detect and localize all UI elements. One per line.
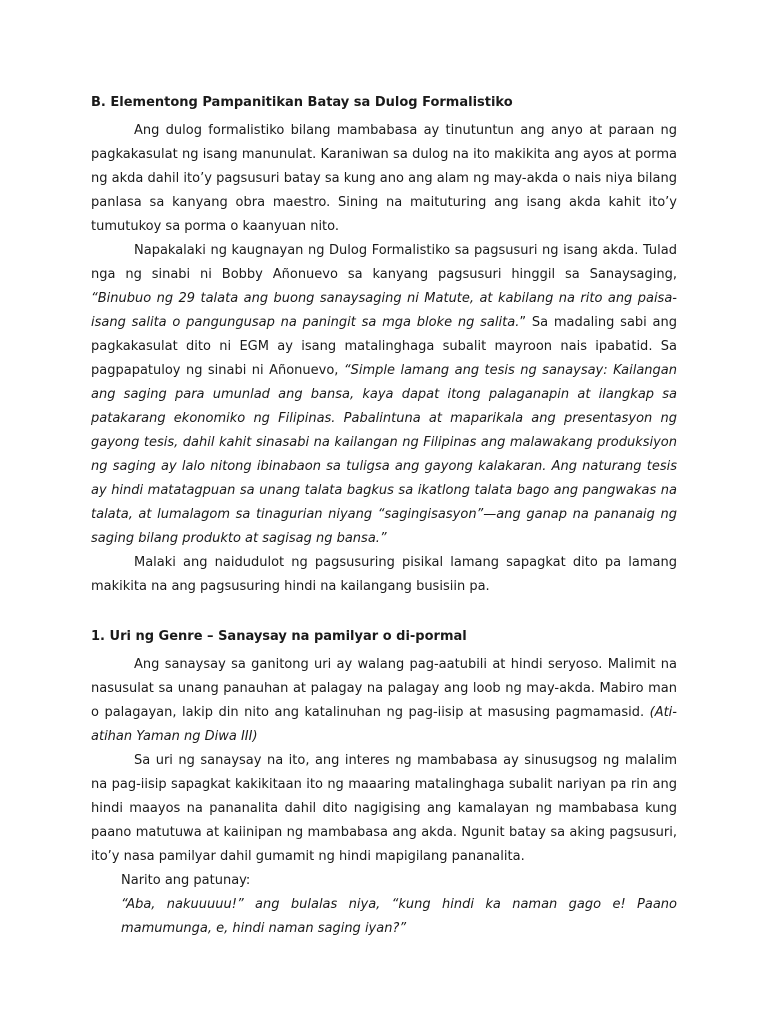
proof-label: Narito ang patunay: (121, 873, 251, 888)
section-b-paragraph-3: Malaki ang naidudulot ng pagsusuring pisikal lamang sapagkat dito pa lamang makikita na ang pagsusuring hindi na kailangang busisiin pa. (91, 555, 677, 594)
section-1-paragraph-1 (91, 653, 677, 749)
quoted-passage: “Simple lamang ang tesis ng sanaysay: Kailangan ang saging para umunlad ang bansa, kaya dapat itong palaganapin at ilangkap sa patakarang ekonomiko ng Filipinas. Pabalintuna at maparikala ang presentasyon ng gayong tesis, dahil kahit sinasabi na kailangan ng Filipinas ang malawakang produksiyon ng saging ay lalo nitong ibinabaon sa tuligsa ang gayong kalakaran. Ang naturang tesis ay hindi matatagpuan sa unang talata bagkus sa ikatlong talata bago ang pangwakas na talata, at lumalagom sa tinagurian niyang “sagingisasyon”—ang ganap na pananaig ng saging bilang produkto at sagisag ng bansa.” (91, 363, 677, 546)
paragraph-text: Napakalaki ng kaugnayan ng Dulog Formalistiko sa pagsusuri ng isang akda. Tulad nga ng sinabi ni Bobby Añonuevo sa kanyang pagsusuri hinggil sa Sanaysaging, (91, 243, 677, 282)
section-b-paragraph-1: Ang dulog formalistiko bilang mambabasa ay tinutuntun ang anyo at paraan ng pagkakasulat ng isang manunulat. Karaniwan sa dulog na ito makikita ang ayos at porma ng akda dahil ito’y pagsusuri batay sa kung ano ang alam ng may-akda o nais niya bilang panlasa sa kanyang obra maestro. Sining na maituturing ang isang akda kahit ito’y tumutukoy sa porma o kaanyuan nito. (91, 123, 677, 234)
section-1-heading: 1. Uri ng Genre – Sanaysay na pamilyar o di-pormal (91, 629, 467, 644)
dialogue-quote: “Aba, nakuuuuu!” ang bulalas niya, “kung hindi ka naman gago e! Paano mamumunga, e, hindi naman saging iyan?” (121, 897, 677, 936)
section-1-paragraph-2: Sa uri ng sanaysay na ito, ang interes ng mambabasa ay sinusugsog ng malalim na pag-iisip sapagkat kakikitaan ito ng maaaring matalinghaga subalit nariyan pa rin ang hindi maayos na pananalita dahil dito nagigising ang kamalayan ng mambabasa kung paano matutuwa at kaiinipan ng mambabasa ang akda. Ngunit batay sa aking pagsusuri, ito’y nasa pamilyar dahil gumamit ng hindi mapigilang pananalita. (91, 753, 677, 864)
paragraph-text: Ang sanaysay sa ganitong uri ay walang pag-aatubili at hindi seryoso. Malimit na nasusulat sa unang panauhan at palagay na palagay ang loob ng may-akda. Mabiro man o palagayan, lakip din nito ang katalinuhan ng pag-iisip at masusing pagmamasid. (91, 657, 677, 720)
paragraph-text: ” Sa madaling sabi ang pagkakasulat dito ni EGM ay isang matalinghaga subalit mayroon nais ipabatid. Sa pagpapatuloy ng sinabi ni Añonuevo, (91, 315, 678, 378)
section-b-heading: B. Elementong Pampanitikan Batay sa Dulog Formalistiko (91, 95, 513, 110)
citation: (Ati-atihan Yaman ng Diwa III) (91, 705, 677, 744)
section-b-paragraph-2 (91, 239, 677, 551)
quoted-passage: “Binubuo ng 29 talata ang buong sanaysaging ni Matute, at kabilang na rito ang paisa-isang salita o pangungusap na paningit sa mga bloke ng salita. (91, 291, 677, 330)
